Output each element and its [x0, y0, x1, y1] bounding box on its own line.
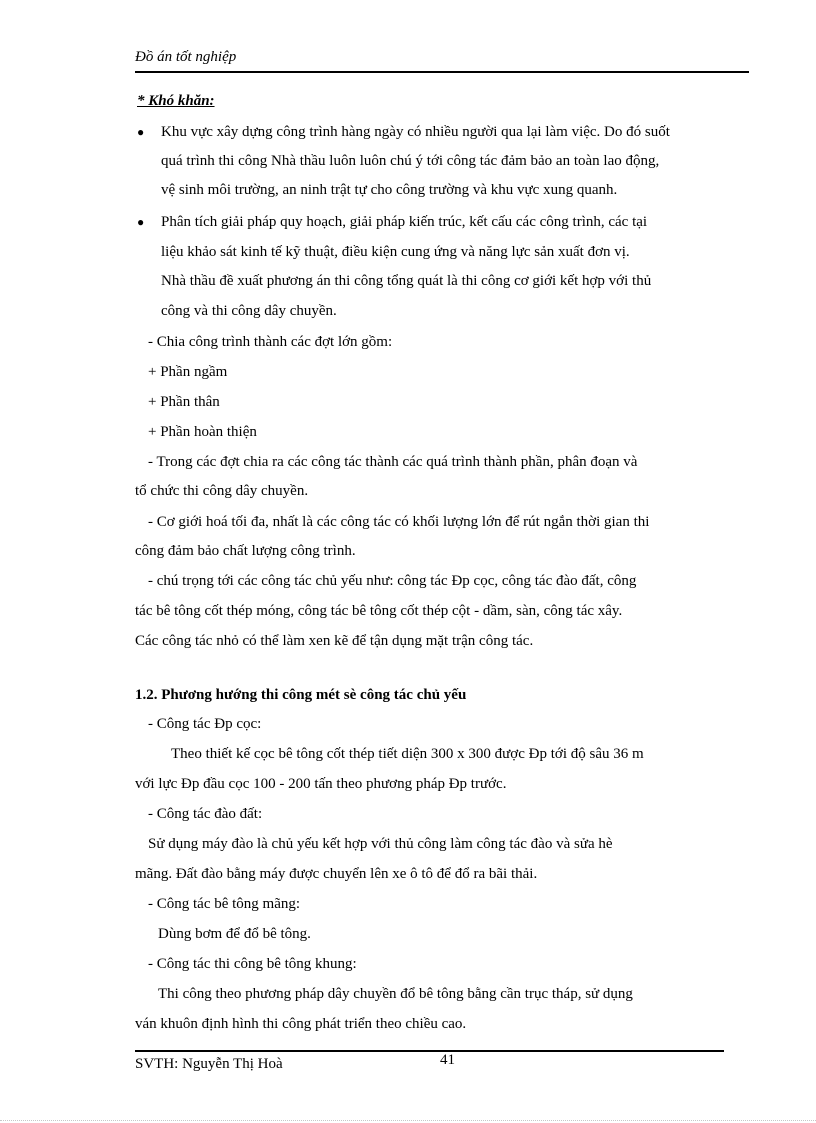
bullet-2-line-3: Nhà thầu đề xuất phương án thi công tổng quát là thi công cơ giới kết hợp với thủ: [161, 273, 652, 289]
body-line: với lực Ðp đầu cọc 100 - 200 tấn theo phương pháp Ðp trước.: [135, 776, 507, 792]
body-line: - chú trọng tới các công tác chủ yếu như: công tác Ðp cọc, công tác đào đất, công: [148, 573, 637, 589]
body-line: - Chia công trình thành các đợt lớn gồm:: [148, 334, 393, 350]
body-line: + Phần thân: [148, 394, 220, 410]
body-line: tổ chức thi công dây chuyền.: [135, 483, 309, 499]
footer-rule: [135, 1050, 724, 1052]
body-line: Thi công theo phương pháp dây chuyền đổ bê tông bằng cần trục tháp, sử dụng: [158, 986, 633, 1002]
bullet-1-line-3: vệ sinh môi trường, an ninh trật tự cho công trường và khu vực xung quanh.: [161, 182, 618, 198]
footer-student: SVTH: Nguyễn Thị Hoà: [135, 1056, 283, 1072]
bullet-2-line-2: liệu khảo sát kinh tế kỹ thuật, điều kiện cung ứng và năng lực sản xuất đơn vị.: [161, 244, 630, 260]
body-line: + Phần ngầm: [148, 364, 228, 380]
bullet-2-line-4: công và thi công dây chuyền.: [161, 303, 337, 319]
header-title: Đồ án tốt nghiệp: [135, 49, 237, 65]
bullet-2-line-1: Phân tích giải pháp quy hoạch, giải pháp kiến trúc, kết cấu các công trình, các tại: [161, 214, 648, 230]
body-line: mãng. Ðất đào bằng máy được chuyển lên xe ô tô để đổ ra bãi thải.: [135, 866, 538, 882]
body-line: Sử dụng máy đào là chủ yếu kết hợp với thủ công làm công tác đào và sửa hè: [148, 836, 613, 852]
body-line: - Công tác thi công bê tông khung:: [148, 956, 357, 972]
body-line: - Trong các đợt chia ra các công tác thành các quá trình thành phần, phân đoạn và: [148, 454, 638, 470]
bullet-dot-icon: ●: [137, 215, 145, 229]
body-line: tác bê tông cốt thép móng, công tác bê tông cốt thép cột - dầm, sàn, công tác xây.: [135, 603, 623, 619]
page-header: [135, 47, 749, 73]
kho-khan-heading: * Khó khăn:: [137, 93, 215, 109]
page-number: 41: [440, 1052, 455, 1068]
bullet-1-line-1: Khu vực xây dựng công trình hàng ngày có nhiều người qua lại làm việc. Do đó suốt: [161, 124, 670, 140]
body-line: + Phần hoàn thiện: [148, 424, 257, 440]
body-line: công đảm bảo chất lượng công trình.: [135, 543, 356, 559]
body-line: - Cơ giới hoá tối đa, nhất là các công tác có khối lượng lớn để rút ngắn thời gian thi: [148, 514, 650, 530]
body-line: - Công tác bê tông mãng:: [148, 896, 301, 912]
body-line: Theo thiết kế cọc bê tông cốt thép tiết diện 300 x 300 được Ðp tới độ sâu 36 m: [171, 746, 644, 762]
body-line: ván khuôn định hình thi công phát triển theo chiều cao.: [135, 1016, 467, 1032]
body-line: Dùng bơm để đổ bê tông.: [158, 926, 311, 942]
body-line: Các công tác nhỏ có thể làm xen kẽ để tận dụng mặt trận công tác.: [135, 633, 534, 649]
body-line: - Công tác Ðp cọc:: [148, 716, 262, 732]
body-line: - Công tác đào đất:: [148, 806, 263, 822]
section-1-2-heading: 1.2. Phương hướng thi công mét sè công tác chủ yếu: [135, 687, 467, 703]
bullet-dot-icon: ●: [137, 125, 145, 139]
bullet-1-line-2: quá trình thi công Nhà thầu luôn luôn chú ý tới công tác đảm bảo an toàn lao động,: [161, 153, 660, 169]
page-edge-divider: [0, 1120, 816, 1121]
